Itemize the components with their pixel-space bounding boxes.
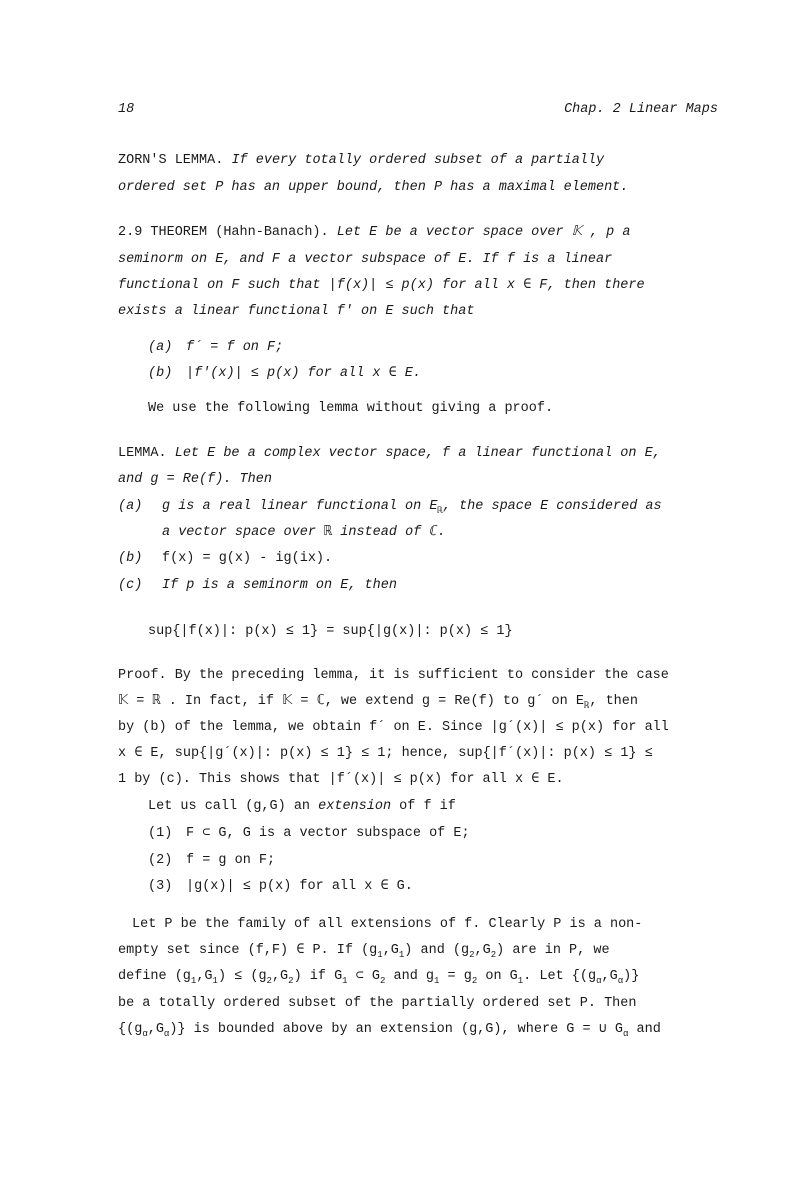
theorem-label: 2.9 THEOREM (Hahn-Banach). <box>118 225 329 240</box>
proof-line-2 <box>118 692 730 712</box>
lemma-item-a-text: g is a real linear functional on E <box>162 499 438 514</box>
proof-line-3: by (b) of the lemma, we obtain f´ on E. Since |g´(x)| ≤ p(x) for all <box>118 720 669 735</box>
proof-line-6-pre: Let us call (g,G) an <box>148 799 319 814</box>
theorem-item-b-text: |f'(x)| ≤ p(x) for all x ∈ E. <box>186 366 421 381</box>
lemma-item-c-label: (c) <box>118 578 143 593</box>
proof-line-6-em: extension <box>318 799 392 814</box>
theorem-remark: We use the following lemma without giving a proof. <box>148 401 554 416</box>
lemma-item-a-sub: ℝ <box>437 506 443 516</box>
proof-line-6 <box>148 797 730 817</box>
lemma-item-a-label: (a) <box>118 499 143 514</box>
theorem-item-a <box>148 338 730 358</box>
proof-par-2-text: empty set since (f,F) ∈ P. If (g <box>118 943 378 958</box>
lemma-item-c-text: If p is a seminorm on E, then <box>162 578 397 593</box>
theorem-item-b-label: (b) <box>148 366 173 381</box>
lemma-line-1 <box>118 444 730 464</box>
zorn-line-2: ordered set P has an upper bound, then P has a maximal element. <box>118 180 629 195</box>
proof-cond-1-text: F ⊂ G, G is a vector subspace of E; <box>186 826 470 841</box>
theorem-line-4: exists a linear functional f' on E such that <box>118 304 475 319</box>
proof-cond-1-label: (1) <box>148 826 173 841</box>
proof-cond-2-text: f = g on F; <box>186 853 276 868</box>
proof-par-5: $\{(g_\alpha,G_\alpha)\}$ is bounded above by an extension (g,G), where G = ∪ $G_\alpha$ and <box>118 1022 661 1039</box>
proof-par-3-text: define (g <box>118 969 191 984</box>
proof-par-1-text: Let P be the family of all extensions of f. Clearly P is a non- <box>132 917 643 932</box>
theorem-item-b <box>148 364 730 384</box>
zorn-line-1 <box>118 151 730 171</box>
proof-par-5-text: {(g <box>118 1022 143 1037</box>
lemma-text-1: Let E be a complex vector space, f a linear functional on E, <box>174 446 661 461</box>
proof-cond-3-text: |g(x)| ≤ p(x) for all x ∈ G. <box>186 879 413 894</box>
theorem-line-1 <box>118 223 730 243</box>
running-title: Chap. 2 Linear Maps <box>564 102 718 117</box>
lemma-item-b-label: (b) <box>118 551 143 566</box>
proof-line-2-text: 𝕂 = ℝ . In fact, if 𝕂 = ℂ, we extend g = Re(f) to g´ on E <box>118 694 584 709</box>
proof-cond-3 <box>148 877 730 897</box>
lemma-item-a-text-post: , the space E considered as <box>442 499 662 514</box>
proof-par-3: define $(g_1,G_1) \le (g_2,G_2)$ if $G_1$ ⊂ $G_2$ and $g_1 = g_2$ on $G_1$. Let $\{(g_\alpha,G_\alpha)\}$ <box>118 969 640 986</box>
lemma-line-2: and g = Re(f). Then <box>118 472 272 487</box>
page-number: 18 <box>118 102 135 117</box>
theorem-item-a-text: f´ = f on F; <box>186 340 284 355</box>
lemma-item-a-line-1 <box>118 497 730 517</box>
proof-line-2-sub: ℝ <box>583 701 590 711</box>
proof-cond-3-label: (3) <box>148 879 173 894</box>
theorem-item-a-label: (a) <box>148 340 173 355</box>
lemma-item-b <box>118 549 730 569</box>
proof-cond-2-label: (2) <box>148 853 173 868</box>
proof-cond-1 <box>148 824 730 844</box>
zorn-text-1: If every totally ordered subset of a partially <box>231 153 605 168</box>
lemma-formula: sup{|f(x)|: p(x) ≤ 1} = sup{|g(x)|: p(x) ≤ 1} <box>148 624 513 639</box>
theorem-text-1: Let E be a vector space over 𝕂 , p a <box>336 225 631 240</box>
proof-cond-2 <box>148 851 730 871</box>
lemma-item-c <box>118 576 730 596</box>
lemma-item-b-text: f(x) = g(x) - ig(ix). <box>162 551 333 566</box>
proof-par-2: empty set since (f,F) ∈ P. If $(g_1,G_1)$ and $(g_2,G_2)$ are in P, we <box>118 943 610 960</box>
proof-line-4: x ∈ E, sup{|g´(x)|: p(x) ≤ 1} ≤ 1; hence, sup{|f´(x)|: p(x) ≤ 1} ≤ <box>118 746 653 761</box>
lemma-label: LEMMA. <box>118 446 167 461</box>
theorem-line-2: seminorm on E, and F a vector subspace of E. If f is a linear <box>118 252 613 267</box>
proof-line-5: 1 by (c). This shows that |f´(x)| ≤ p(x) for all x ∈ E. <box>118 772 564 787</box>
proof-line-6-post: of f if <box>391 799 456 814</box>
zorn-label: ZORN'S LEMMA. <box>118 153 224 168</box>
proof-line-2-post: , then <box>589 694 638 709</box>
proof-par-4: be a totally ordered subset of the partially ordered set P. Then <box>118 996 637 1011</box>
proof-par-1 <box>132 915 730 935</box>
theorem-line-3: functional on F such that |f(x)| ≤ p(x) for all x ∈ F, then there <box>118 278 645 293</box>
lemma-item-a-line-2: a vector space over ℝ instead of ℂ. <box>162 525 446 540</box>
proof-line-1: Proof. By the preceding lemma, it is sufficient to consider the case <box>118 668 669 683</box>
